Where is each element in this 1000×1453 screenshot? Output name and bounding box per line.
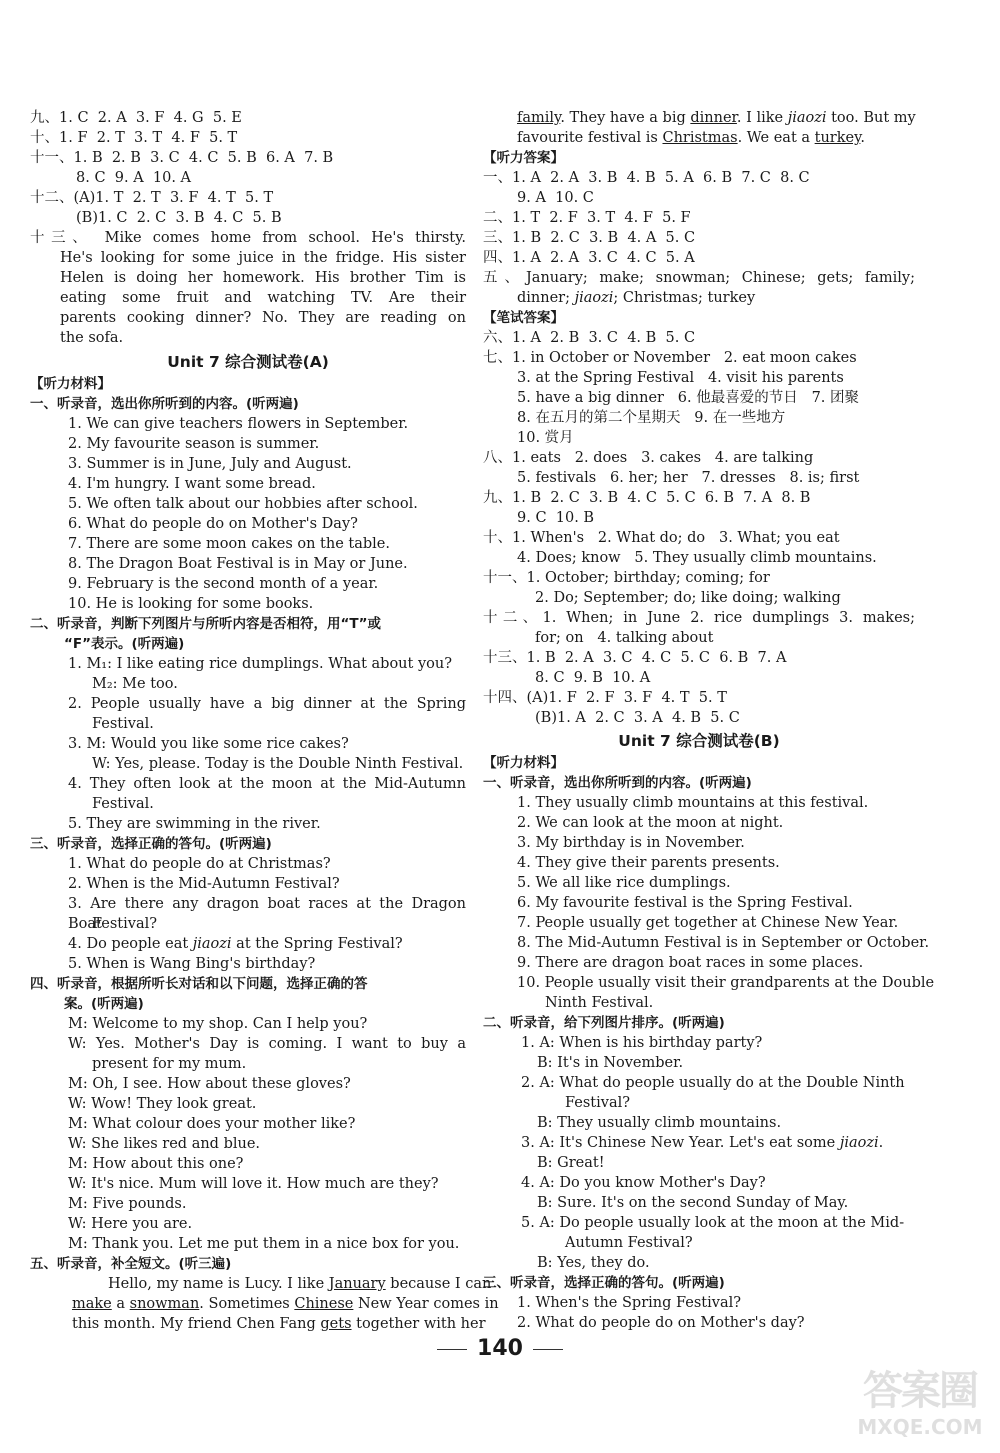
answer-line: 4. Does; know 5. They usually climb mountains. <box>517 550 877 566</box>
dialogue-line: M: Thank you. Let me put them in a nice box for you. <box>68 1236 460 1252</box>
answer-line: 9. C 10. B <box>517 510 595 526</box>
list-item: 8. The Dragon Boat Festival is in May or June. <box>68 556 408 572</box>
answer-line: 七、1. in October or November 2. eat moon cakes <box>483 350 857 366</box>
section-header: 【听力材料】 <box>483 755 564 771</box>
passage-text: . Sometimes <box>199 1296 295 1312</box>
dialogue-line: 5. A: Do people usually look at the moon at the Mid- <box>521 1215 905 1231</box>
dialogue-line: W: It's nice. Mum will love it. How much are they? <box>68 1176 439 1192</box>
list-item: 7. There are some moon cakes on the table. <box>68 536 390 552</box>
question-heading: 一、听录音，选出你所听到的内容。(听两遍) <box>483 775 752 791</box>
passage-text: . We eat a <box>737 130 815 146</box>
dialogue-line: 2. A: What do people usually do at the Double Ninth <box>521 1075 905 1091</box>
dialogue-line: 1. A: When is his birthday party? <box>521 1035 763 1051</box>
list-item: 3. M: Would you like some rice cakes? <box>68 736 349 752</box>
passage-line: 十三、 Mike comes home from school. He's thirsty. <box>30 230 466 246</box>
dialogue-line: B: It's in November. <box>537 1055 684 1071</box>
list-item: Ninth Festival. <box>545 995 654 1011</box>
question-heading: 二、听录音，给下列图片排序。(听两遍) <box>483 1015 725 1031</box>
list-item: 1. When's the Spring Festival? <box>517 1295 742 1311</box>
passage-line: the sofa. <box>60 330 124 346</box>
italic-word: jiaozi <box>192 936 232 952</box>
answer-line: 十二、1. When; in June 2. rice dumplings 3. makes; <box>483 610 915 626</box>
list-item: 2. My favourite season is summer. <box>68 436 320 452</box>
list-item: 1. They usually climb mountains at this festival. <box>517 795 869 811</box>
answer-line: 五、January; make; snowman; Chinese; gets; family; <box>483 270 915 286</box>
passage-text: . <box>860 130 865 146</box>
blank-answer: Christmas <box>662 130 738 146</box>
dialogue-line: W: Yes. Mother's Day is coming. I want to buy a <box>68 1036 466 1052</box>
section-header: 【听力材料】 <box>30 376 111 392</box>
blank-answer: dinner <box>690 110 737 126</box>
list-item: 4. They give their parents presents. <box>517 855 780 871</box>
answer-line: 十二、(A)1. T 2. T 3. F 4. T 5. T <box>30 190 274 206</box>
dialogue-line: M: Welcome to my shop. Can I help you? <box>68 1016 368 1032</box>
list-item: 3. Are there any dragon boat races at the Dragon Boat <box>68 896 466 932</box>
passage-text: jiaozi <box>787 110 827 126</box>
answer-line: 十一、1. October; birthday; coming; for <box>483 570 770 586</box>
dialogue-line: 3. A: It's Chinese New Year. Let's eat some jiaozi. <box>521 1135 884 1151</box>
answer-line: 5. festivals 6. her; her 7. dresses 8. is; first <box>517 470 860 486</box>
dialogue-line: 4. A: Do you know Mother's Day? <box>521 1175 766 1191</box>
passage-line <box>72 1294 499 1314</box>
page-number-dash <box>533 1349 563 1350</box>
italic-word: jiaozi <box>574 290 614 306</box>
list-item: 1. What do people do at Christmas? <box>68 856 331 872</box>
dialogue-line: M: How about this one? <box>68 1156 244 1172</box>
list-item: 7. People usually get together at Chinese New Year. <box>517 915 899 931</box>
question-heading: “F”表示。(听两遍) <box>64 636 185 652</box>
page-number-dash <box>437 1349 467 1350</box>
watermark-logo <box>850 1357 990 1447</box>
list-item: 1. M₁: I like eating rice dumplings. What about you? <box>68 656 452 672</box>
list-item: 6. What do people do on Mother's Day? <box>68 516 358 532</box>
blank-answer: snowman <box>129 1296 200 1312</box>
watermark-site: MXQE.COM <box>857 1415 983 1439</box>
answer-line: 十四、(A)1. F 2. F 3. F 4. T 5. T <box>483 690 727 706</box>
section-title: Unit 7 综合测试卷(B) <box>618 732 780 750</box>
answer-line: 二、1. T 2. F 3. T 4. F 5. F <box>483 210 691 226</box>
dialogue-line: M: Oh, I see. How about these gloves? <box>68 1076 351 1092</box>
passage-line <box>517 128 865 148</box>
answer-line: 三、1. B 2. C 3. B 4. A 5. C <box>483 230 696 246</box>
list-item: 2. We can look at the moon at night. <box>517 815 784 831</box>
passage-text: too. But my <box>826 110 916 126</box>
dialogue-line: present for my mum. <box>92 1056 247 1072</box>
answer-line: 十三、1. B 2. A 3. C 4. C 5. C 6. B 7. A <box>483 650 787 666</box>
passage-text: Hello, my name is Lucy. I like <box>108 1276 329 1292</box>
question-heading: 三、听录音，选择正确的答句。(听两遍) <box>483 1275 725 1291</box>
answer-line: 3. at the Spring Festival 4. visit his parents <box>517 370 844 386</box>
passage-line <box>72 1314 486 1334</box>
passage-text: this month. My friend Chen Fang <box>72 1316 321 1332</box>
answer-line: 九、1. B 2. C 3. B 4. C 5. C 6. B 7. A 8. B <box>483 490 811 506</box>
answer-line: 九、1. C 2. A 3. F 4. G 5. E <box>30 110 242 126</box>
list-item: 9. February is the second month of a year. <box>68 576 379 592</box>
blank-answer: January <box>328 1276 386 1292</box>
answer-line: 2. Do; September; do; like doing; walking <box>535 590 841 606</box>
list-item: 4. I'm hungry. I want some bread. <box>68 476 316 492</box>
list-item: 10. People usually visit their grandparents at the Double <box>517 975 935 991</box>
dialogue-line: M: Five pounds. <box>68 1196 187 1212</box>
passage-text: favourite festival is <box>517 130 663 146</box>
passage-text: New Year comes in <box>353 1296 499 1312</box>
list-item: 3. Summer is in June, July and August. <box>68 456 352 472</box>
answer-line: 一、1. A 2. A 3. B 4. B 5. A 6. B 7. C 8. C <box>483 170 810 186</box>
question-heading: 二、听录音，判断下列图片与所听内容是否相符，用“T”或 <box>30 616 381 632</box>
list-item: Festival. <box>92 716 154 732</box>
list-item: 8. The Mid-Autumn Festival is in September or October. <box>517 935 930 951</box>
dialogue-line: W: Here you are. <box>68 1216 193 1232</box>
watermark-word: 答案圈 <box>863 1368 977 1414</box>
blank-answer: family <box>517 110 561 126</box>
answer-line: (B)1. A 2. C 3. A 4. B 5. C <box>535 710 740 726</box>
list-item: 2. What do people do on Mother's day? <box>517 1315 805 1331</box>
answer-line: 8. C 9. B 10. A <box>535 670 651 686</box>
blank-answer: turkey <box>814 130 861 146</box>
list-item: 2. When is the Mid-Autumn Festival? <box>68 876 340 892</box>
answer-line: dinner; jiaozi; Christmas; turkey <box>517 290 756 306</box>
list-item: 10. He is looking for some books. <box>68 596 314 612</box>
list-item: 9. There are dragon boat races in some places. <box>517 955 864 971</box>
list-item: W: Yes, please. Today is the Double Ninth Festival. <box>92 756 464 772</box>
list-item: 1. We can give teachers flowers in September. <box>68 416 409 432</box>
section-title: Unit 7 综合测试卷(A) <box>167 353 329 371</box>
passage-line: Helen is doing her homework. His brother Tim is <box>60 270 466 286</box>
answer-line: for; on 4. talking about <box>535 630 714 646</box>
blank-answer: gets <box>320 1316 352 1332</box>
answer-line: 六、1. A 2. B 3. C 4. B 5. C <box>483 330 696 346</box>
passage-line: parents cooking dinner? No. They are reading on <box>60 310 466 326</box>
passage-line: He's looking for some juice in the fridge. His sister <box>60 250 466 266</box>
answer-line: 8. 在五月的第二个星期天 9. 在一些地方 <box>517 410 786 426</box>
list-item: 5. We all like rice dumplings. <box>517 875 731 891</box>
list-item: 5. They are swimming in the river. <box>68 816 321 832</box>
question-heading: 案。(听两遍) <box>64 996 144 1012</box>
section-header: 【笔试答案】 <box>483 310 564 326</box>
dialogue-line: B: Great! <box>537 1155 605 1171</box>
answer-line: 四、1. A 2. A 3. C 4. C 5. A <box>483 250 695 266</box>
italic-word: jiaozi <box>839 1135 879 1151</box>
answer-line: 十、1. F 2. T 3. T 4. F 5. T <box>30 130 238 146</box>
answer-line: 9. A 10. C <box>517 190 594 206</box>
answer-line: 5. have a big dinner 6. 他最喜爱的节日 7. 团聚 <box>517 390 860 406</box>
passage-text: . They have a big <box>560 110 691 126</box>
blank-answer: Chinese <box>294 1296 354 1312</box>
passage-text: together with her <box>351 1316 486 1332</box>
answer-line: (B)1. C 2. C 3. B 4. C 5. B <box>76 210 282 226</box>
passage-line: eating some fruit and watching TV. Are their <box>60 290 466 306</box>
dialogue-line: Festival? <box>565 1095 631 1111</box>
question-heading: 一、听录音，选出你所听到的内容。(听两遍) <box>30 396 299 412</box>
list-item: Festival? <box>92 916 158 932</box>
passage-text: a <box>111 1296 130 1312</box>
passage-line <box>108 1274 491 1294</box>
list-item: 6. My favourite festival is the Spring Festival. <box>517 895 853 911</box>
answer-line: 十、1. When's 2. What do; do 3. What; you eat <box>483 530 840 546</box>
page-number-value: 140 <box>477 1336 523 1361</box>
passage-text: because I can <box>385 1276 492 1292</box>
dialogue-line: B: Sure. It's on the second Sunday of May. <box>537 1195 849 1211</box>
dialogue-line: Autumn Festival? <box>565 1235 693 1251</box>
question-heading: 五、听录音，补全短文。(听三遍) <box>30 1256 232 1272</box>
dialogue-line: M: What colour does your mother like? <box>68 1116 356 1132</box>
passage-line <box>517 108 916 128</box>
question-heading: 四、听录音，根据所听长对话和以下问题，选择正确的答 <box>30 976 368 992</box>
answer-line: 10. 赏月 <box>517 430 574 446</box>
list-item: 4. They often look at the moon at the Mid-Autumn <box>68 776 466 792</box>
list-item: 3. My birthday is in November. <box>517 835 745 851</box>
answer-line: 八、1. eats 2. does 3. cakes 4. are talking <box>483 450 814 466</box>
section-header: 【听力答案】 <box>483 150 564 166</box>
passage-text: . I like <box>736 110 788 126</box>
list-item: Festival. <box>92 796 154 812</box>
list-item: 5. When is Wang Bing's birthday? <box>68 956 316 972</box>
answer-line: 十一、1. B 2. B 3. C 4. C 5. B 6. A 7. B <box>30 150 334 166</box>
list-item: M₂: Me too. <box>92 676 178 692</box>
dialogue-line: B: They usually climb mountains. <box>537 1115 782 1131</box>
list-item: 2. People usually have a big dinner at the Spring <box>68 696 466 712</box>
list-item: 4. Do people eat jiaozi at the Spring Festival? <box>68 936 403 952</box>
blank-answer: make <box>72 1296 112 1312</box>
dialogue-line: W: Wow! They look great. <box>68 1096 257 1112</box>
question-heading: 三、听录音，选择正确的答句。(听两遍) <box>30 836 272 852</box>
dialogue-line: B: Yes, they do. <box>537 1255 650 1271</box>
answer-line: 8. C 9. A 10. A <box>76 170 192 186</box>
dialogue-line: W: She likes red and blue. <box>68 1136 261 1152</box>
list-item: 5. We often talk about our hobbies after school. <box>68 496 418 512</box>
